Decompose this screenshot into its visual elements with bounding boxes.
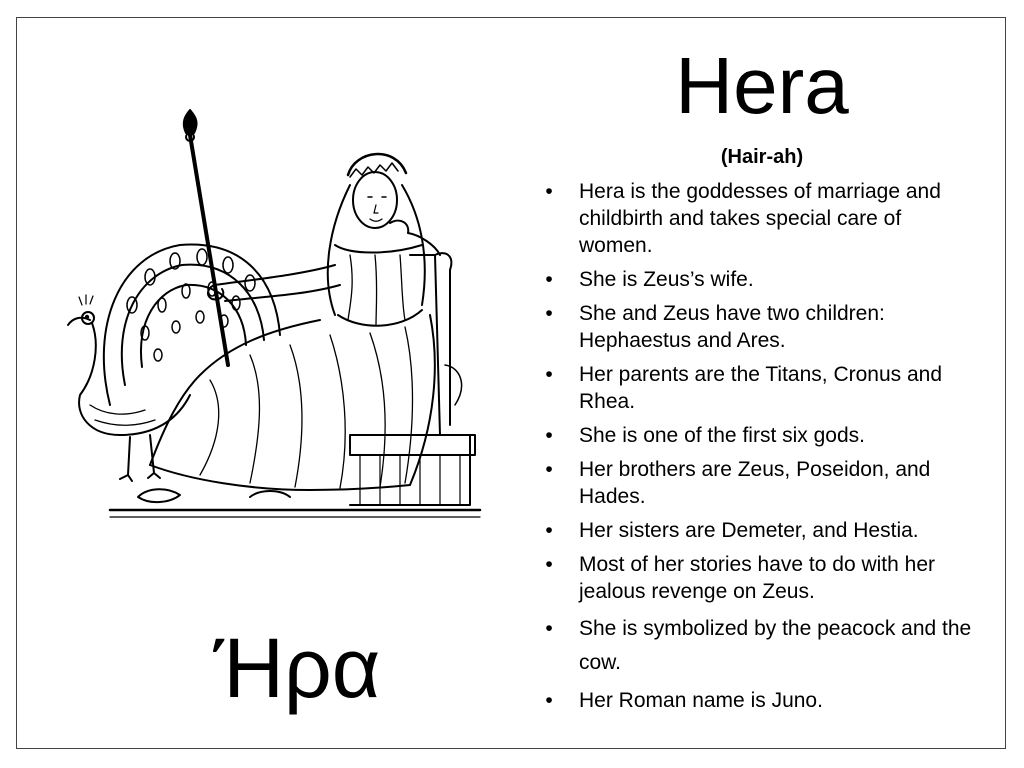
bullet-item <box>537 687 977 714</box>
bullet-marker: • <box>545 268 553 291</box>
hera-illustration <box>50 105 490 545</box>
hera-figure <box>110 154 480 517</box>
bullet-list <box>537 178 977 721</box>
bullet-marker: • <box>545 617 553 640</box>
bullet-item <box>537 178 977 259</box>
bullet-item <box>537 517 977 544</box>
bullet-text: She is symbolized by the peacock and the cow. <box>579 617 972 674</box>
bullet-item <box>537 266 977 293</box>
bullet-text: Hera is the goddesses of marriage and childbirth and takes special care of women. <box>579 180 941 257</box>
bullet-marker: • <box>545 302 553 325</box>
bullet-text: Most of her stories have to do with her jealous revenge on Zeus. <box>579 553 936 603</box>
bullet-marker: • <box>545 180 553 203</box>
bullet-item <box>537 456 977 510</box>
bullet-text: She and Zeus have two children: Hephaestus and Ares. <box>579 302 885 352</box>
greek-name: Ήρα <box>213 621 381 715</box>
bullet-item <box>537 300 977 354</box>
bullet-item <box>537 361 977 415</box>
bullet-marker: • <box>545 363 553 386</box>
peacock <box>68 295 190 481</box>
bullet-text: Her Roman name is Juno. <box>579 689 823 712</box>
bullet-text: She is one of the first six gods. <box>579 424 865 447</box>
slide-title: Hera <box>675 41 849 130</box>
bullet-marker: • <box>545 424 553 447</box>
bullet-text: Her sisters are Demeter, and Hestia. <box>579 519 919 542</box>
bullet-marker: • <box>545 519 553 542</box>
bullet-marker: • <box>545 553 553 576</box>
bullet-item <box>537 612 977 680</box>
bullet-text: She is Zeus’s wife. <box>579 268 754 291</box>
bullet-item <box>537 422 977 449</box>
bullet-item <box>537 551 977 605</box>
bullet-marker: • <box>545 689 553 712</box>
pronunciation: (Hair-ah) <box>720 146 804 168</box>
bullet-text: Her brothers are Zeus, Poseidon, and Hades. <box>579 458 931 508</box>
peacock-tail <box>104 245 280 405</box>
bullet-text: Her parents are the Titans, Cronus and Rhea. <box>579 363 943 413</box>
scepter <box>184 110 228 365</box>
bullet-marker: • <box>545 458 553 481</box>
